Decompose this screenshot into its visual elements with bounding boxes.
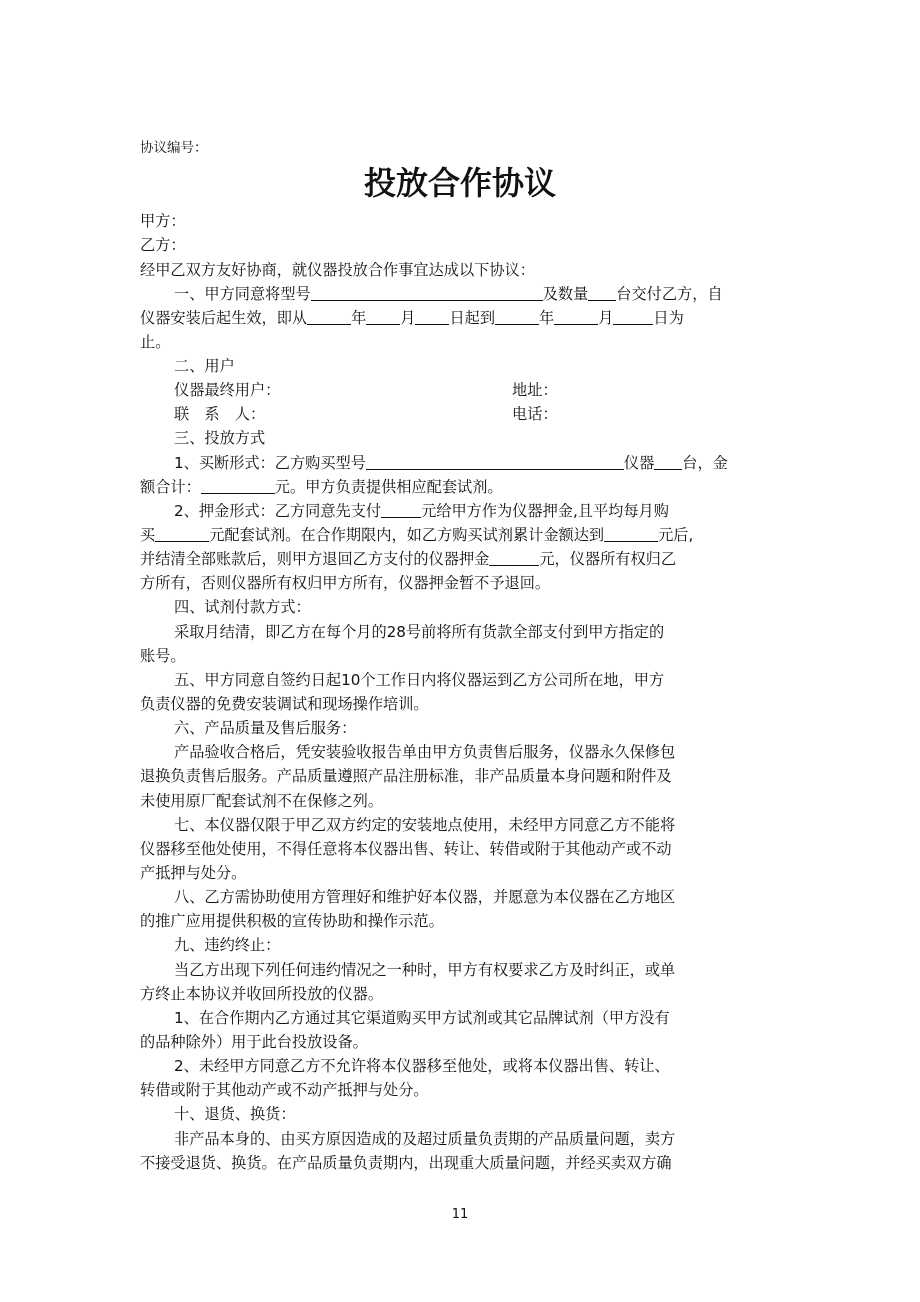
refund-amount-blank [489, 549, 539, 566]
end-year-blank [495, 308, 539, 325]
document-title: 投放合作协议 [363, 164, 556, 202]
buyout-quantity-blank [654, 453, 682, 470]
clause-9-line-6: 转借或附于其他动产或不动产抵押与处分。 [140, 1081, 429, 1099]
clause-1-text: 台交付乙方，自 [616, 285, 723, 303]
buyout-text: 元。甲方负责提供相应配套试剂。 [274, 478, 503, 496]
clause-7-line-1: 七、本仪器仅限于甲乙双方约定的安装地点使用，未经甲方同意乙方不能将 [174, 816, 676, 834]
buyout-line-1 [174, 451, 785, 475]
buyout-model-blank [366, 453, 624, 470]
clause-6-heading: 六、产品质量及售后服务： [174, 719, 357, 737]
deposit-line-4: 方所有，否则仪器所有权归甲方所有，仪器押金暂不予退回。 [140, 574, 551, 592]
clause-10-line-2: 不接受退货、换货。在产品质量负责期内，出现重大质量问题，并经买卖双方确 [140, 1154, 672, 1172]
clause-1-text: 月 [598, 309, 614, 327]
buyout-line-2 [140, 475, 785, 499]
deposit-line-1 [174, 499, 785, 523]
clause-1-text: 一、甲方同意将型号 [174, 285, 311, 303]
deposit-text: 元给甲方作为仪器押金,且平均每月购 [421, 502, 669, 520]
contact-label: 联 系 人： [174, 405, 266, 423]
deposit-text: 元配套试剂。在合作期限内，如乙方购买试剂累计金额达到 [209, 526, 605, 544]
deposit-text: 并结清全部账款后，则甲方退回乙方支付的仪器押金 [140, 550, 490, 568]
clause-6-line-1: 产品验收合格后，凭安装验收报告单由甲方负责售后服务，仪器永久保修包 [174, 743, 676, 761]
clause-1-text: 年 [351, 309, 367, 327]
clause-9-line-5: 2、未经甲方同意乙方不允许将本仪器移至他处，或将本仪器出售、转让、 [174, 1057, 670, 1075]
phone-label: 电话： [512, 405, 558, 423]
clause-7-line-2: 仪器移至他处使用，不得任意将本仪器出售、转让、转借或附于其他动产或不动 [140, 840, 672, 858]
clause-1-text: 月 [400, 309, 416, 327]
agreement-number-label: 协议编号： [140, 140, 208, 156]
deposit-line-3 [140, 547, 785, 571]
clause-1-text: 仪器安装后起生效，即从 [140, 309, 308, 327]
clause-6-line-2: 退换负责售后服务。产品质量遵照产品注册标准，非产品质量本身问题和附件及 [140, 767, 672, 785]
start-day-blank [415, 308, 449, 325]
page-number: 11 [451, 1207, 469, 1222]
total-amount-blank [201, 477, 275, 494]
clause-5-line-1: 五、甲方同意自签约日起10个工作日内将仪器运到乙方公司所在地，甲方 [174, 671, 665, 689]
end-month-blank [554, 308, 598, 325]
start-month-blank [366, 308, 400, 325]
start-year-blank [307, 308, 351, 325]
clause-9-line-2: 方终止本协议并收回所投放的仪器。 [140, 985, 383, 1003]
clause-1-text: 及数量 [542, 285, 589, 303]
deposit-text: 元，仪器所有权归乙 [539, 550, 676, 568]
monthly-reagent-blank [155, 525, 209, 542]
clause-1-line-1 [174, 282, 785, 306]
clause-2-heading: 二、用户 [174, 357, 235, 375]
buyout-text: 仪器 [623, 454, 655, 472]
clause-6-line-3: 未使用原厂配套试剂不在保修之列。 [140, 792, 383, 810]
clause-9-line-1: 当乙方出现下列任何违约情况之一种时，甲方有权要求乙方及时纠正，或单 [174, 961, 676, 979]
deposit-text: 2、押金形式：乙方同意先支付 [174, 502, 382, 520]
buyout-text: 1、买断形式：乙方购买型号 [174, 454, 366, 472]
deposit-text: 买 [140, 526, 156, 544]
clause-4-line-1: 采取月结清，即乙方在每个月的28号前将所有货款全部支付到甲方指定的 [174, 623, 665, 641]
clause-1-text: 日起到 [449, 309, 495, 327]
clause-1-line-3: 止。 [140, 333, 171, 351]
clause-5-line-2: 负责仪器的免费安装调试和现场操作培训。 [140, 695, 429, 713]
clause-1-line-2 [140, 306, 785, 330]
clause-4-heading: 四、试剂付款方式： [174, 598, 311, 616]
address-label: 地址： [512, 381, 558, 399]
clause-9-line-4: 的品种除外）用于此台投放设备。 [140, 1033, 368, 1051]
intro-paragraph: 经甲乙双方友好协商，就仪器投放合作事宜达成以下协议： [140, 261, 535, 279]
clause-7-line-3: 产抵押与处分。 [140, 864, 247, 882]
clause-4-line-2: 账号。 [140, 647, 186, 665]
clause-9-line-3: 1、在合作期内乙方通过其它渠道购买甲方试剂或其它品牌试剂（甲方没有 [174, 1009, 670, 1027]
quantity-blank [588, 284, 616, 301]
deposit-amount-blank [381, 501, 421, 518]
party-b-label: 乙方： [140, 236, 186, 254]
clause-10-heading: 十、退货、换货： [174, 1105, 296, 1123]
model-blank [311, 284, 543, 301]
buyout-text: 额合计： [140, 478, 201, 496]
party-a-label: 甲方： [140, 212, 186, 230]
buyout-text: 台，金 [682, 454, 728, 472]
end-user-label: 仪器最终用户： [174, 381, 281, 399]
clause-8-line-1: 八、乙方需协助使用方管理好和维护好本仪器，并愿意为本仪器在乙方地区 [174, 888, 676, 906]
cumulative-amount-blank [604, 525, 658, 542]
clause-9-heading: 九、违约终止： [174, 936, 281, 954]
clause-1-text: 日为 [653, 309, 684, 327]
clause-8-line-2: 的推广应用提供积极的宣传协助和操作示范。 [140, 912, 444, 930]
end-day-blank [613, 308, 653, 325]
deposit-text: 元后, [658, 526, 694, 544]
clause-1-text: 年 [539, 309, 555, 327]
clause-10-line-1: 非产品本身的、由买方原因造成的及超过质量负责期的产品质量问题，卖方 [174, 1130, 676, 1148]
deposit-line-2 [140, 523, 785, 547]
clause-3-heading: 三、投放方式 [174, 429, 266, 447]
